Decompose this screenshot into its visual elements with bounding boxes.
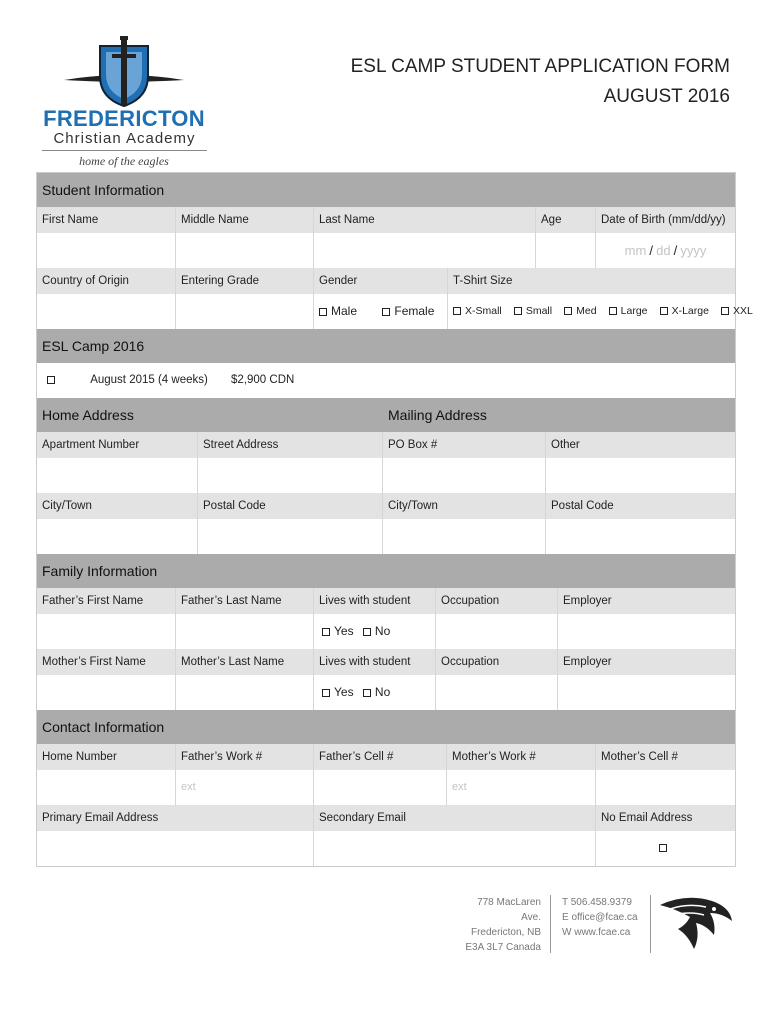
male-label: Male (331, 304, 358, 318)
ext-placeholder: ext (452, 781, 467, 793)
country-field[interactable] (37, 294, 176, 329)
father-last-field[interactable] (176, 614, 314, 649)
pobox-field[interactable] (383, 458, 546, 493)
form-title-line1: ESL CAMP STUDENT APPLICATION FORM (350, 56, 730, 77)
checkbox-icon[interactable] (322, 628, 330, 636)
primary-email-label: Primary Email Address (37, 805, 314, 831)
home-postal-label: Postal Code (198, 493, 383, 519)
address-line: Fredericton, NB (470, 927, 541, 938)
street-field[interactable] (198, 458, 383, 493)
no-option[interactable] (363, 624, 390, 638)
section-home-address: Home Address (42, 407, 134, 423)
father-occupation-label: Occupation (436, 588, 558, 614)
tshirt-options (448, 294, 753, 329)
size-option[interactable] (721, 305, 753, 317)
input-row (37, 233, 735, 268)
school-tagline: home of the eagles (79, 154, 169, 168)
ext-placeholder: ext (181, 781, 196, 793)
mother-employer-field[interactable] (558, 675, 735, 710)
father-last-label: Father’s Last Name (176, 588, 314, 614)
address-line: 778 MacLaren Ave. (477, 897, 541, 923)
dob-day-placeholder: dd (656, 243, 671, 258)
label-row (37, 649, 735, 675)
size-label: X-Small (465, 305, 502, 317)
section-family-information: Family Information (37, 554, 735, 588)
input-row (37, 614, 735, 649)
label-row (37, 493, 735, 519)
grade-label: Entering Grade (176, 268, 314, 294)
pobox-label: PO Box # (383, 432, 546, 458)
father-first-field[interactable] (37, 614, 176, 649)
size-label: XXL (733, 305, 753, 317)
tshirt-label: T-Shirt Size (453, 275, 513, 287)
female-label: Female (394, 304, 435, 318)
dob-slash: / (673, 243, 678, 258)
camp-session-row (37, 363, 735, 398)
father-employer-label: Employer (563, 595, 612, 607)
checkbox-icon[interactable] (322, 689, 330, 697)
mother-cell-label: Mother’s Cell # (601, 751, 678, 763)
dob-label: Date of Birth (mm/dd/yy) (601, 214, 726, 226)
eagle-logo-icon (656, 895, 734, 953)
home-number-label: Home Number (37, 744, 176, 770)
footer-contact (562, 895, 638, 940)
section-contact-information: Contact Information (37, 710, 735, 744)
mother-first-field[interactable] (37, 675, 176, 710)
checkbox-icon[interactable] (453, 307, 461, 315)
size-option[interactable] (609, 305, 648, 317)
form-title (351, 52, 730, 112)
father-cell-label: Father’s Cell # (314, 744, 447, 770)
label-row (37, 805, 735, 831)
yes-option[interactable] (322, 624, 354, 638)
footer (456, 895, 736, 955)
form-title-line2: AUGUST 2016 (603, 86, 730, 107)
other-label: Other (551, 439, 580, 451)
checkbox-icon[interactable] (47, 376, 55, 384)
gender-options (314, 294, 448, 329)
camp-price: $2,900 CDN (231, 374, 295, 386)
secondary-email-field[interactable] (314, 831, 596, 866)
middle-name-field[interactable] (176, 233, 314, 268)
label-row (37, 432, 735, 458)
label-row (37, 744, 735, 770)
shield-crest-icon (62, 36, 186, 108)
mother-occupation-label: Occupation (436, 649, 558, 675)
school-name: FREDERICTON (43, 106, 205, 131)
input-row (37, 770, 735, 805)
checkbox-icon[interactable] (564, 307, 572, 315)
footer-divider (550, 895, 551, 953)
mother-cell-field[interactable] (596, 770, 735, 805)
no-email-label: No Email Address (601, 812, 693, 824)
apartment-field[interactable] (37, 458, 198, 493)
mailing-city-label: City/Town (383, 493, 546, 519)
checkbox-icon[interactable] (382, 308, 390, 316)
size-option[interactable] (660, 305, 709, 317)
input-row (37, 831, 735, 866)
size-label: Small (525, 305, 553, 317)
yes-option[interactable] (322, 685, 354, 699)
first-name-label: First Name (37, 207, 176, 233)
no-email-option[interactable] (596, 831, 735, 866)
school-subtitle: Christian Academy (42, 130, 207, 151)
size-option[interactable] (514, 305, 552, 317)
input-row (37, 519, 735, 554)
dob-year-placeholder: yyyy (680, 243, 707, 258)
checkbox-icon[interactable] (319, 308, 327, 316)
no-label: No (374, 624, 391, 638)
label-row (37, 588, 735, 614)
grade-field[interactable] (176, 294, 314, 329)
dob-month-placeholder: mm (624, 243, 647, 258)
mother-first-label: Mother’s First Name (37, 649, 176, 675)
no-option[interactable] (363, 685, 390, 699)
father-lives-options (314, 614, 436, 649)
input-row (37, 294, 753, 329)
section-mailing-address: Mailing Address (388, 407, 487, 423)
application-form (36, 172, 753, 867)
checkbox-icon[interactable] (363, 689, 371, 697)
mother-lives-options (314, 675, 436, 710)
yes-label: Yes (334, 624, 354, 638)
checkbox-icon[interactable] (660, 307, 668, 315)
mother-work-label: Mother’s Work # (447, 744, 596, 770)
first-name-field[interactable] (37, 233, 176, 268)
website-link[interactable]: W www.fcae.ca (562, 927, 631, 938)
male-option[interactable] (319, 304, 357, 318)
mother-last-field[interactable] (176, 675, 314, 710)
mother-work-field[interactable] (447, 770, 596, 805)
no-label: No (374, 685, 391, 699)
camp-session-option[interactable] (37, 363, 735, 398)
footer-divider (650, 895, 651, 953)
mother-employer-label: Employer (563, 656, 612, 668)
checkbox-icon[interactable] (514, 307, 522, 315)
checkbox-icon[interactable] (609, 307, 617, 315)
mailing-postal-label: Postal Code (551, 500, 614, 512)
school-logo (34, 36, 214, 168)
mother-last-label: Mother’s Last Name (176, 649, 314, 675)
mailing-city-field[interactable] (383, 519, 546, 554)
mailing-postal-field[interactable] (546, 519, 735, 554)
section-student-information: Student Information (37, 173, 735, 207)
dob-slash: / (649, 243, 654, 258)
size-label: Large (620, 305, 648, 317)
size-option[interactable] (564, 305, 596, 317)
age-field[interactable] (536, 233, 596, 268)
home-postal-field[interactable] (198, 519, 383, 554)
mother-occupation-field[interactable] (436, 675, 558, 710)
label-row (37, 207, 735, 233)
size-label: Med (576, 305, 597, 317)
other-field[interactable] (546, 458, 735, 493)
address-line: E3A 3L7 Canada (465, 942, 541, 953)
father-lives-label: Lives with student (314, 588, 436, 614)
mother-lives-label: Lives with student (314, 649, 436, 675)
footer-address (456, 895, 541, 955)
home-city-field[interactable] (37, 519, 198, 554)
label-row (37, 268, 735, 294)
father-cell-field[interactable] (314, 770, 447, 805)
last-name-field[interactable] (314, 233, 536, 268)
home-number-field[interactable] (37, 770, 176, 805)
input-row (37, 458, 735, 493)
checkbox-icon[interactable] (721, 307, 729, 315)
home-city-label: City/Town (37, 493, 198, 519)
country-label: Country of Origin (37, 268, 176, 294)
email-link[interactable]: E office@fcae.ca (562, 912, 638, 923)
father-work-label: Father’s Work # (176, 744, 314, 770)
input-row (37, 675, 735, 710)
checkbox-icon[interactable] (363, 628, 371, 636)
female-option[interactable] (382, 304, 434, 318)
phone: T 506.458.9379 (562, 897, 632, 908)
age-label: Age (536, 207, 596, 233)
secondary-email-label: Secondary Email (314, 805, 596, 831)
last-name-label: Last Name (314, 207, 536, 233)
checkbox-icon[interactable] (659, 844, 667, 852)
section-address (37, 398, 735, 432)
father-work-field[interactable] (176, 770, 314, 805)
section-esl-camp: ESL Camp 2016 (37, 329, 735, 363)
size-option[interactable] (453, 305, 502, 317)
primary-email-field[interactable] (37, 831, 314, 866)
father-occupation-field[interactable] (436, 614, 558, 649)
dob-field[interactable] (596, 233, 735, 268)
apartment-label: Apartment Number (37, 432, 198, 458)
yes-label: Yes (334, 685, 354, 699)
gender-label: Gender (314, 268, 448, 294)
size-label: X-Large (671, 305, 709, 317)
father-employer-field[interactable] (558, 614, 735, 649)
father-first-label: Father’s First Name (37, 588, 176, 614)
street-label: Street Address (198, 432, 383, 458)
middle-name-label: Middle Name (176, 207, 314, 233)
camp-session-label: August 2015 (4 weeks) (90, 374, 208, 386)
